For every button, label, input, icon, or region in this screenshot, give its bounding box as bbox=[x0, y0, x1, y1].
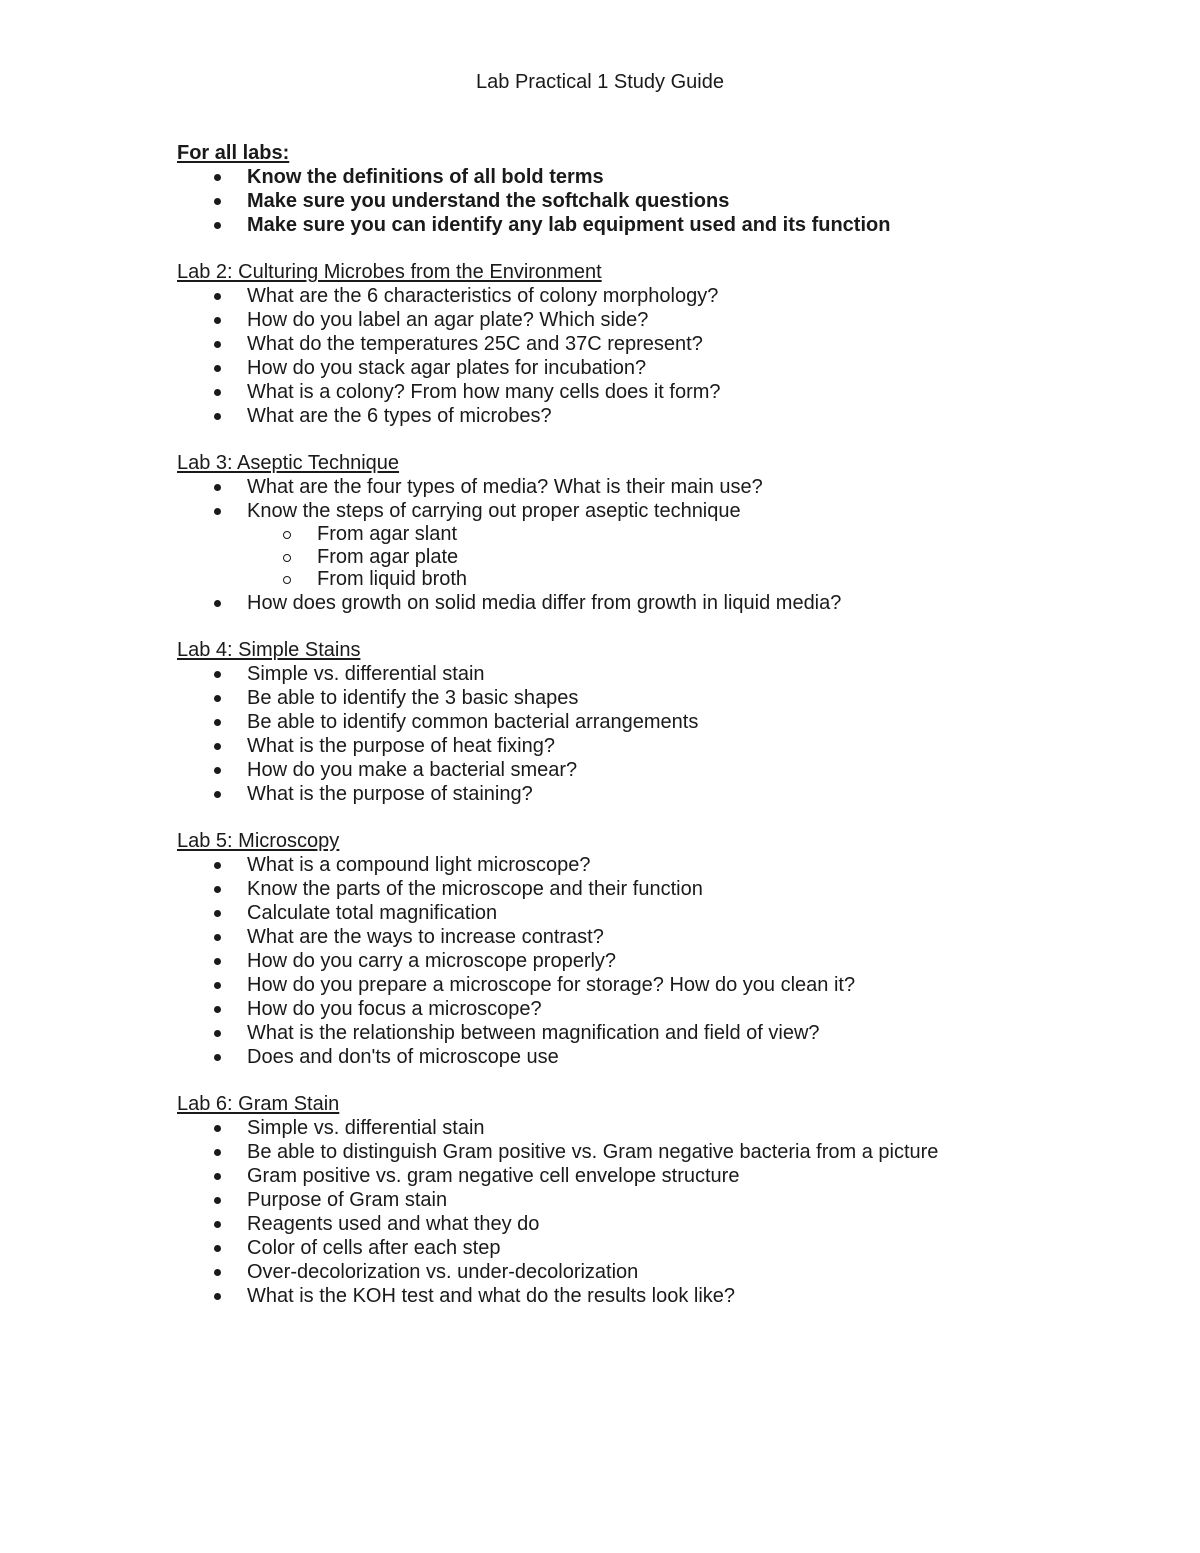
bullet-icon bbox=[214, 910, 221, 917]
bullet-icon bbox=[214, 671, 221, 678]
list-item-text: Over-decolorization vs. under-decolorization bbox=[247, 1260, 639, 1283]
list-item bbox=[177, 1140, 1137, 1164]
list-item bbox=[177, 499, 1137, 591]
bullet-icon bbox=[214, 767, 221, 774]
list-item-text: Know the definitions of all bold terms bbox=[247, 166, 604, 188]
list-item bbox=[177, 734, 1137, 758]
bullet-icon bbox=[214, 293, 221, 300]
section bbox=[177, 1092, 1137, 1308]
list-item-text: Know the parts of the microscope and their function bbox=[247, 877, 703, 900]
bullet-icon bbox=[214, 719, 221, 726]
list-item-text: Know the steps of carrying out proper aseptic technique bbox=[247, 500, 741, 522]
bullet-icon bbox=[214, 1293, 221, 1300]
bullet-icon bbox=[214, 508, 221, 515]
bullet-icon bbox=[214, 1245, 221, 1252]
bullet-icon bbox=[214, 1054, 221, 1061]
bullet-icon bbox=[214, 484, 221, 491]
bullet-icon bbox=[214, 174, 221, 181]
bullet-icon bbox=[214, 743, 221, 750]
list-item-text: Purpose of Gram stain bbox=[247, 1188, 448, 1211]
list-item-text: What is a compound light microscope? bbox=[247, 853, 591, 876]
section bbox=[177, 451, 1137, 615]
bullet-icon bbox=[214, 365, 221, 372]
hollow-circle-bullet-icon bbox=[283, 576, 291, 584]
list-item bbox=[177, 662, 1137, 686]
bullet-list bbox=[177, 662, 1137, 806]
sub-bullet-list bbox=[177, 523, 1137, 591]
list-item-text: What are the 6 types of microbes? bbox=[247, 405, 552, 427]
list-item bbox=[177, 877, 1137, 901]
section bbox=[177, 638, 1137, 806]
list-item bbox=[177, 380, 1137, 404]
bullet-icon bbox=[214, 1125, 221, 1132]
bullet-icon bbox=[214, 222, 221, 229]
list-item-text: What is the purpose of heat fixing? bbox=[247, 734, 555, 757]
list-item-text: How do you stack agar plates for incubation? bbox=[247, 357, 647, 379]
study-guide-content bbox=[177, 141, 1137, 1331]
bullet-icon bbox=[214, 389, 221, 396]
bullet-list bbox=[177, 284, 1137, 428]
list-item-text: What are the four types of media? What is their main use? bbox=[247, 476, 763, 498]
list-item-text: What is a colony? From how many cells does it form? bbox=[247, 381, 721, 403]
sub-list-item-text: From agar plate bbox=[317, 545, 459, 568]
list-item bbox=[177, 1260, 1137, 1284]
sub-list-item-text: From liquid broth bbox=[317, 568, 468, 590]
bullet-list bbox=[177, 853, 1137, 1069]
section bbox=[177, 260, 1137, 428]
list-item-text: Be able to identify common bacterial arrangements bbox=[247, 710, 699, 733]
list-item bbox=[177, 710, 1137, 734]
list-item bbox=[177, 591, 1137, 615]
bullet-icon bbox=[214, 791, 221, 798]
list-item bbox=[177, 853, 1137, 877]
list-item bbox=[177, 1045, 1137, 1069]
list-item-text: Gram positive vs. gram negative cell envelope structure bbox=[247, 1164, 740, 1187]
list-item-text: What do the temperatures 25C and 37C represent? bbox=[247, 333, 703, 355]
list-item bbox=[177, 1236, 1137, 1260]
list-item bbox=[177, 782, 1137, 806]
list-item-text: Make sure you understand the softchalk questions bbox=[247, 190, 730, 212]
list-item bbox=[177, 284, 1137, 308]
list-item bbox=[177, 949, 1137, 973]
list-item bbox=[177, 1021, 1137, 1045]
hollow-circle-bullet-icon bbox=[283, 531, 291, 539]
list-item bbox=[177, 1188, 1137, 1212]
bullet-icon bbox=[214, 1197, 221, 1204]
list-item bbox=[177, 165, 1137, 189]
bullet-list bbox=[177, 165, 1137, 237]
section-heading: For all labs: bbox=[177, 142, 290, 164]
list-item-text: Reagents used and what they do bbox=[247, 1212, 540, 1235]
list-item-text: How does growth on solid media differ from growth in liquid media? bbox=[247, 591, 842, 614]
list-item-text: Be able to distinguish Gram positive vs. Gram negative bacteria from a picture bbox=[247, 1140, 939, 1163]
list-item bbox=[177, 475, 1137, 499]
bullet-icon bbox=[214, 1173, 221, 1180]
list-item bbox=[177, 1164, 1137, 1188]
bullet-icon bbox=[214, 934, 221, 941]
bullet-icon bbox=[214, 1030, 221, 1037]
bullet-icon bbox=[214, 317, 221, 324]
list-item bbox=[177, 1284, 1137, 1308]
list-item-text: Make sure you can identify any lab equipment used and its function bbox=[247, 214, 891, 236]
list-item-text: Be able to identify the 3 basic shapes bbox=[247, 686, 579, 709]
list-item bbox=[177, 308, 1137, 332]
list-item-text: Color of cells after each step bbox=[247, 1236, 501, 1259]
list-item bbox=[177, 901, 1137, 925]
list-item-text: How do you carry a microscope properly? bbox=[247, 949, 617, 972]
list-item-text: How do you label an agar plate? Which side? bbox=[247, 309, 649, 331]
list-item bbox=[177, 332, 1137, 356]
list-item-text: Simple vs. differential stain bbox=[247, 1116, 485, 1139]
bullet-icon bbox=[214, 862, 221, 869]
list-item bbox=[177, 925, 1137, 949]
document-title: Lab Practical 1 Study Guide bbox=[476, 71, 724, 93]
list-item bbox=[177, 1116, 1137, 1140]
bullet-icon bbox=[214, 600, 221, 607]
hollow-circle-bullet-icon bbox=[283, 554, 291, 562]
bullet-icon bbox=[214, 1221, 221, 1228]
list-item bbox=[177, 758, 1137, 782]
bullet-list bbox=[177, 1116, 1137, 1308]
section-heading: Lab 5: Microscopy bbox=[177, 829, 340, 852]
list-item bbox=[177, 356, 1137, 380]
bullet-icon bbox=[214, 695, 221, 702]
bullet-icon bbox=[214, 413, 221, 420]
section-heading: Lab 4: Simple Stains bbox=[177, 638, 361, 661]
list-item-text: What are the 6 characteristics of colony morphology? bbox=[247, 285, 719, 307]
list-item bbox=[177, 686, 1137, 710]
section bbox=[177, 829, 1137, 1069]
list-item bbox=[177, 213, 1137, 237]
section-heading: Lab 3: Aseptic Technique bbox=[177, 452, 400, 474]
section bbox=[177, 141, 1137, 237]
section-heading: Lab 6: Gram Stain bbox=[177, 1092, 340, 1115]
list-item bbox=[177, 1212, 1137, 1236]
sub-list-item bbox=[247, 546, 1137, 569]
bullet-icon bbox=[214, 1269, 221, 1276]
list-item-text: What is the purpose of staining? bbox=[247, 782, 533, 805]
bullet-icon bbox=[214, 198, 221, 205]
bullet-icon bbox=[214, 886, 221, 893]
bullet-list bbox=[177, 475, 1137, 615]
list-item-text: What are the ways to increase contrast? bbox=[247, 925, 604, 948]
section-heading: Lab 2: Culturing Microbes from the Environment bbox=[177, 261, 602, 283]
bullet-icon bbox=[214, 1149, 221, 1156]
bullet-icon bbox=[214, 982, 221, 989]
list-item-text: How do you prepare a microscope for storage? How do you clean it? bbox=[247, 973, 856, 996]
list-item bbox=[177, 404, 1137, 428]
list-item-text: Does and don'ts of microscope use bbox=[247, 1045, 559, 1068]
bullet-icon bbox=[214, 341, 221, 348]
list-item bbox=[177, 189, 1137, 213]
list-item bbox=[177, 973, 1137, 997]
list-item-text: Calculate total magnification bbox=[247, 901, 498, 924]
list-item-text: What is the relationship between magnification and field of view? bbox=[247, 1021, 820, 1044]
list-item bbox=[177, 997, 1137, 1021]
sub-list-item-text: From agar slant bbox=[317, 523, 458, 545]
bullet-icon bbox=[214, 958, 221, 965]
list-item-text: How do you make a bacterial smear? bbox=[247, 758, 578, 781]
list-item-text: How do you focus a microscope? bbox=[247, 997, 542, 1020]
list-item-text: Simple vs. differential stain bbox=[247, 662, 485, 685]
sub-list-item bbox=[247, 523, 1137, 546]
bullet-icon bbox=[214, 1006, 221, 1013]
list-item-text: What is the KOH test and what do the results look like? bbox=[247, 1284, 736, 1307]
sub-list-item bbox=[247, 568, 1137, 591]
